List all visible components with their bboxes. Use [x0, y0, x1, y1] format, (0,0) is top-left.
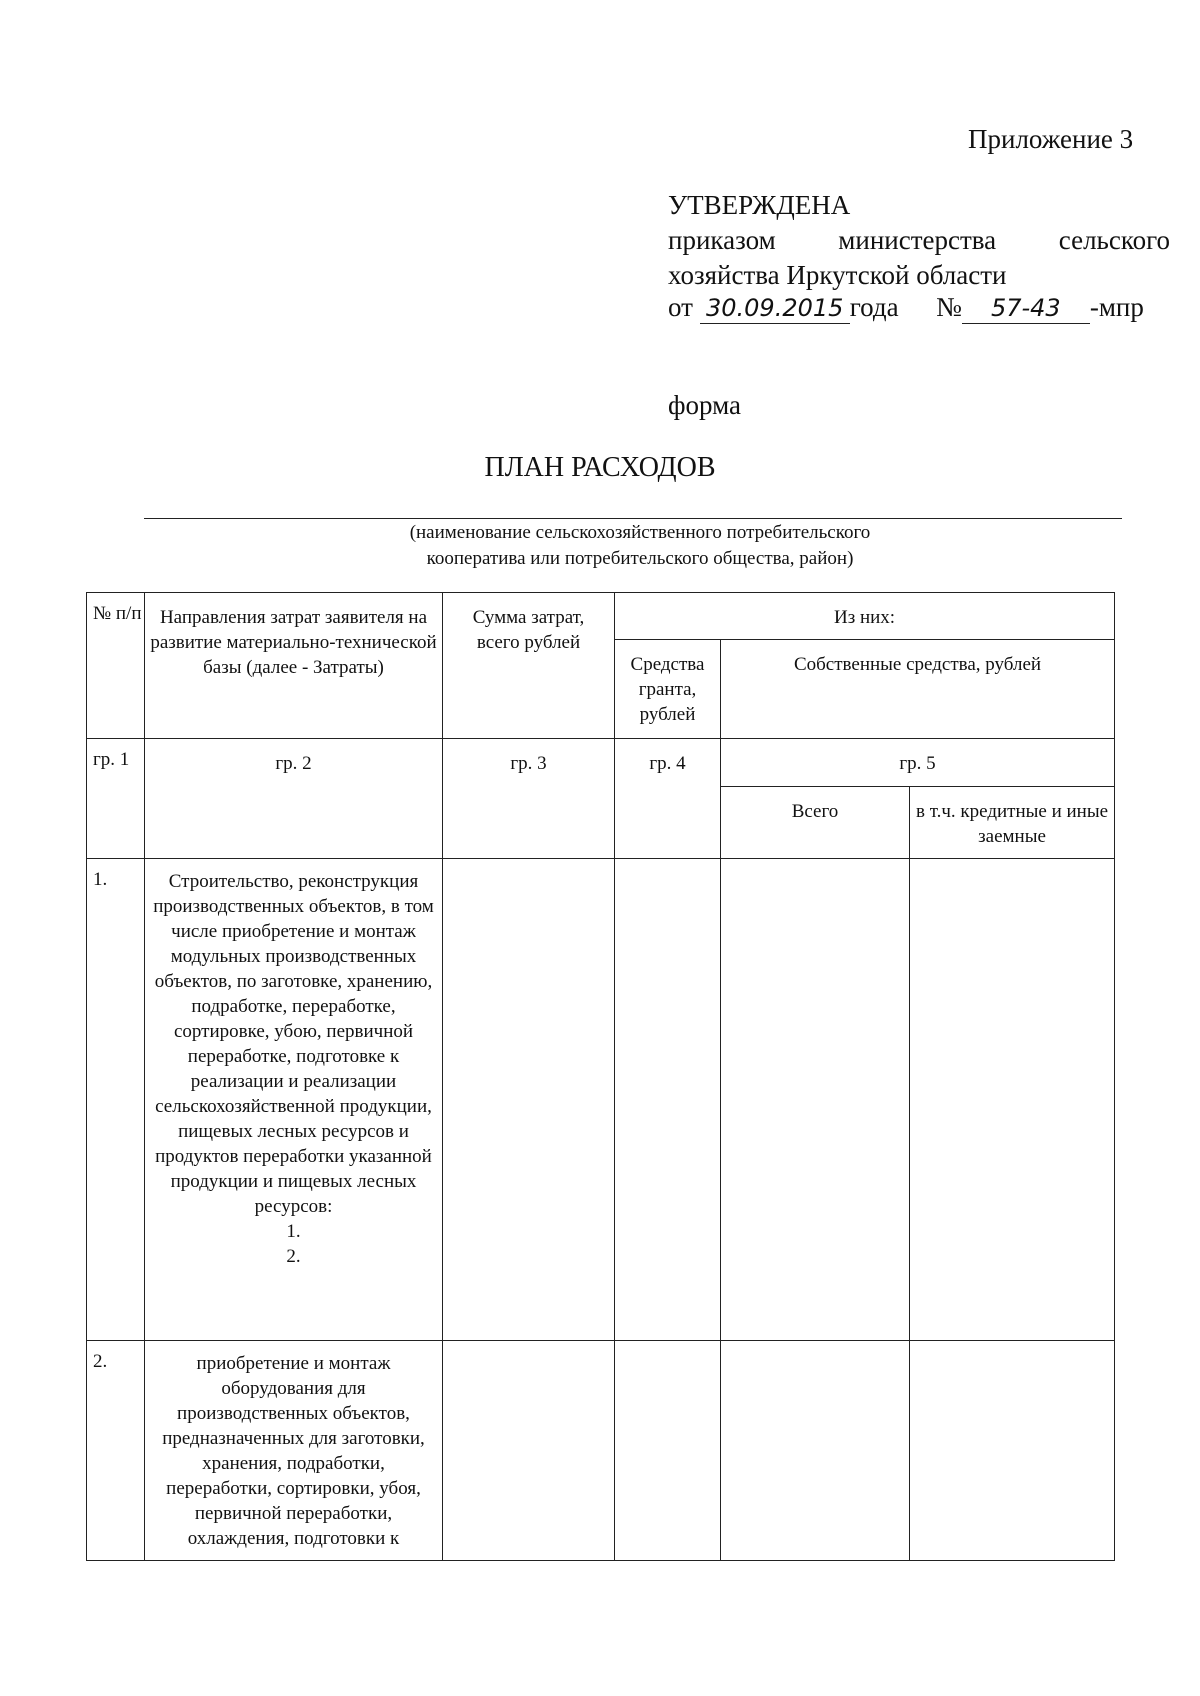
row-direction: приобретение и монтаж оборудования для производственных объектов, предназначенных для заготовки, хранения, подработки, переработки, сортировки, убоя, первичной переработки, охлаждения, подготовки к	[145, 1341, 443, 1561]
row-sum-cell	[443, 859, 615, 1341]
approved-heading: УТВЕРЖДЕНА	[668, 190, 851, 220]
row-grant-cell	[615, 1341, 721, 1561]
header-own-funds: Собственные средства, рублей	[721, 640, 1115, 739]
sub-item-2: 2.	[286, 1246, 301, 1267]
header-gr4: гр. 4	[615, 739, 721, 859]
table-row	[87, 1341, 1115, 1561]
name-caption	[300, 520, 980, 572]
row-sum-cell	[443, 1341, 615, 1561]
name-blank-line	[144, 518, 1122, 519]
header-direction: Направления затрат заявителя на развитие материально-технической базы (далее - Затраты)	[145, 593, 443, 739]
row-credit-cell	[910, 859, 1115, 1341]
order-word-2: министерства	[838, 225, 997, 255]
approval-ministry-line: хозяйства Иркутской области	[668, 260, 1007, 290]
header-sum: Сумма затрат, всего рублей	[443, 593, 615, 739]
document-title: ПЛАН РАСХОДОВ	[484, 452, 716, 483]
order-date-handwritten: 30.09.2015	[700, 293, 850, 324]
row-grant-cell	[615, 859, 721, 1341]
form-label: форма	[668, 390, 741, 420]
header-num: № п/п	[87, 593, 145, 739]
header-total: Всего	[721, 787, 910, 859]
header-of-them: Из них:	[615, 593, 1115, 640]
number-prefix: №	[936, 292, 962, 322]
name-caption-line2: кооператива или потребительского общества, район)	[426, 548, 854, 569]
header-gr1: гр. 1	[87, 739, 145, 859]
approval-order-line	[668, 225, 1170, 256]
order-word-3: сельского	[1058, 225, 1170, 255]
header-gr5: гр. 5	[721, 739, 1115, 787]
row-direction: Строительство, реконструкция производственных объектов, в том числе приобретение и монтаж модульных производственных объектов, по заготовке, хранению, подработке, переработке, сортировке, убою, первичной переработке, подготовке к реализации и реализации сельскохозяйственной продукции, пищевых лесных ресурсов и продуктов переработки указанной продукции и пищевых лесных ресурсов: 1. 2.	[145, 859, 443, 1341]
order-number-handwritten: 57-43	[962, 293, 1090, 324]
header-gr2: гр. 2	[145, 739, 443, 859]
sub-item-1: 1.	[286, 1221, 301, 1242]
expense-plan-table	[86, 592, 1115, 1561]
table-row	[87, 859, 1115, 1341]
row-num: 2.	[87, 1341, 145, 1561]
order-word-1: приказом	[668, 225, 776, 255]
date-suffix: года	[849, 292, 899, 322]
row-credit-cell	[910, 1341, 1115, 1561]
number-suffix: -мпр	[1089, 292, 1144, 322]
row-num: 1.	[87, 859, 145, 1341]
date-prefix: от	[668, 292, 693, 322]
header-credit: в т.ч. кредитные и иные заемные	[910, 787, 1115, 859]
header-grant: Средства гранта, рублей	[615, 640, 721, 739]
row-total-cell	[721, 1341, 910, 1561]
header-gr3: гр. 3	[443, 739, 615, 859]
appendix-label: Приложение 3	[968, 124, 1134, 154]
row-total-cell	[721, 859, 910, 1341]
approval-date-number-line	[668, 292, 1144, 324]
name-caption-line1: (наименование сельскохозяйственного потребительского	[409, 522, 871, 543]
